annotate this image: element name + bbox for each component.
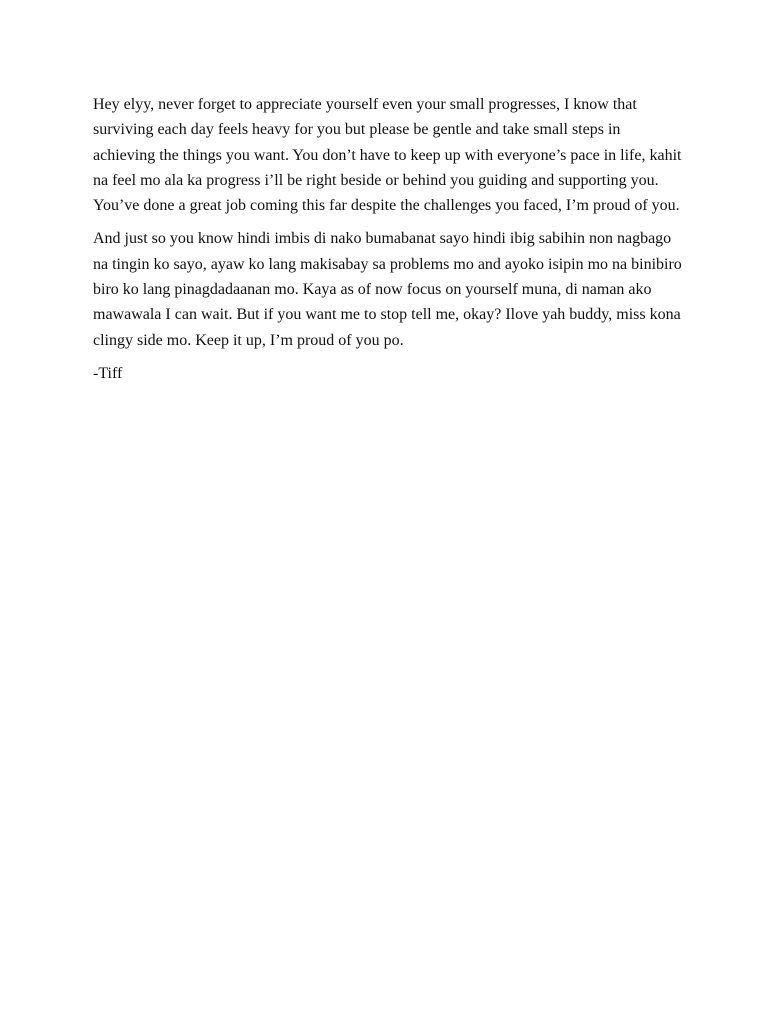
signature: -Tiff <box>93 364 123 382</box>
letter-paragraph-1: Hey elyy, never forget to appreciate yourself even your small progresses, I know that surviving each day feels heavy for you but please be gentle and take small steps in achieving the things you want. You don’t have to keep up with everyone’s pace in life, kahit na feel mo ala ka progress i’ll be right beside or behind you guiding and supporting you. You’ve done a great job coming this far despite the challenges you faced, I’m proud of you. <box>93 96 682 215</box>
letter-body <box>93 92 683 386</box>
letter-paragraph-2: And just so you know hindi imbis di nako bumabanat sayo hindi ibig sabihin non nagbago na tingin ko sayo, ayaw ko lang makisabay sa problems mo and ayoko isipin mo na binibiro biro ko lang pinagdadaanan mo. Kaya as of now focus on yourself muna, di naman ako mawawala I can wait. But if you want me to stop tell me, okay? Ilove yah buddy, miss kona clingy side mo. Keep it up, I’m proud of you po. <box>93 230 682 349</box>
